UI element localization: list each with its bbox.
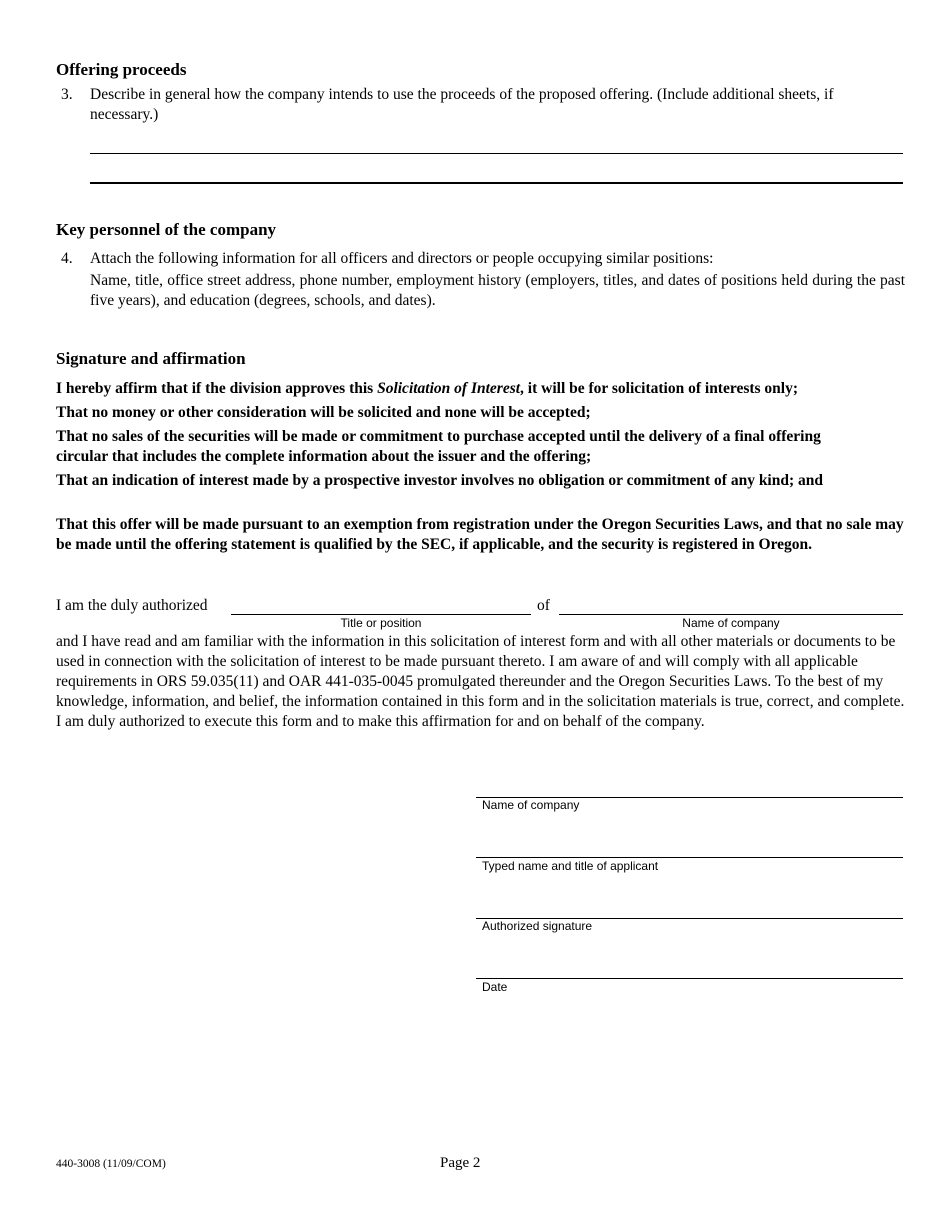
applicant-name-label: Typed name and title of applicant: [482, 859, 659, 873]
form-code: 440-3008 (11/09/COM): [56, 1158, 166, 1170]
title-position-caption: Title or position: [340, 616, 422, 630]
affirmation-1: [56, 379, 906, 399]
item-4-details: Name, title, office street address, phone number, employment history (employers, titles, and dates of positions held during the past five years), and education (degrees, schools, and dates).: [90, 272, 905, 309]
duly-authorized-label: I am the duly authorized: [56, 597, 208, 614]
affirmation-5: That this offer will be made pursuant to an exemption from registration under the Oregon Securities Laws, and that no sale may be made until the offering statement is qualified by the SEC, if applicable, and the security is registered in Oregon.: [56, 516, 904, 553]
item-3-text: Describe in general how the company intends to use the proceeds of the proposed offering. (Include additional sheets, if necessary.): [90, 86, 834, 123]
date-line[interactable]: [476, 978, 903, 979]
offering-proceeds-heading: Offering proceeds: [56, 60, 187, 79]
proceeds-answer-line-1[interactable]: [90, 153, 903, 154]
item-4-number: 4.: [61, 250, 73, 267]
affirmation-1-text-a: I hereby affirm that if the division approves this: [56, 380, 378, 397]
date-label: Date: [482, 980, 508, 994]
of-label: of: [537, 597, 550, 614]
item-3-number: 3.: [61, 86, 73, 103]
company-name-field[interactable]: [559, 614, 903, 615]
company-signature-label: Name of company: [482, 798, 580, 812]
authorized-signature-label: Authorized signature: [482, 919, 593, 933]
affirmation-4: That an indication of interest made by a prospective investor involves no obligation or commitment of any kind; and: [56, 472, 824, 489]
page-number: Page 2: [440, 1155, 481, 1171]
signature-affirmation-heading: Signature and affirmation: [56, 349, 246, 368]
item-4-text: Attach the following information for all officers and directors or people occupying similar positions:: [90, 250, 714, 267]
key-personnel-heading: Key personnel of the company: [56, 220, 277, 239]
title-position-field[interactable]: [231, 614, 531, 615]
applicant-name-line[interactable]: [476, 857, 903, 858]
affirmation-1-italic: Solicitation of Interest: [377, 380, 521, 397]
affirmation-3: That no sales of the securities will be made or commitment to purchase accepted until the delivery of a final offering circular that includes the complete information about the issuer and the offering;: [56, 428, 821, 465]
affirmation-2: That no money or other consideration will be solicited and none will be accepted;: [56, 404, 591, 421]
company-name-caption: Name of company: [682, 616, 780, 630]
proceeds-answer-line-2[interactable]: [90, 182, 903, 184]
authorization-paragraph: and I have read and am familiar with the information in this solicitation of interest form and with all other materials or documents to be used in connection with the solicitation of interest to be made pursuant thereto. I am aware of and will comply with all applicable requirements in ORS 59.035(11) and OAR 441-035-0045 promulgated thereunder and the Oregon Securities Laws. To the best of my knowledge, information, and belief, the information contained in this form and in the solicitation materials is true, correct, and complete. I am duly authorized to execute this form and to make this affirmation for and on behalf of the company.: [56, 633, 905, 730]
affirmation-1-text-b: , it will be for solicitation of interests only;: [520, 380, 799, 397]
